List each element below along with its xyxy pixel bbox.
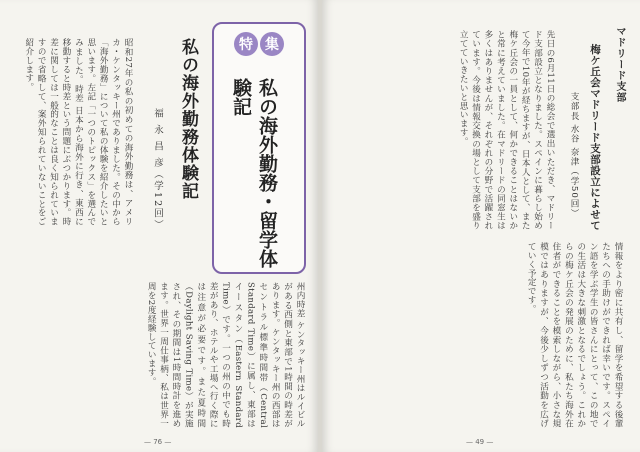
left-page bbox=[0, 0, 318, 452]
article-body-bottom-right: 情報をより密に共有し、留学を希望する後輩たちへの手助けができれば幸いです。スペイン語を学ぶ学生の皆さんにとって、この地での生活は大きな刺激となるでしょう。これからの梅ケ丘会の発展のために、私たち海外在住者ができることを模索しながら、小さな規模ではありますが、今後少しずつ活動を広げていく予定です。 bbox=[526, 242, 623, 428]
page-number-left: — 76 — bbox=[144, 438, 172, 446]
right-page bbox=[322, 0, 640, 452]
article-body-top: 昭和27年の私の初めての海外勤務は、アメリカ・ケンタッキー州でありました。その中から「海外勤務」について私の体験を紹介したいと思います。左記「一つのトピックス」を選んでみました。時差 日本から海外に行き、東西に移動すると時差という問題にぶつかります。時差に関しては一般的なことは良く知られていますので省略して、案外知られていないことをご紹介します。 bbox=[23, 38, 133, 226]
page-number-right: — 49 — bbox=[466, 438, 494, 446]
article-title: 私の海外勤務体験記 bbox=[178, 38, 198, 200]
feature-badge-toku: 特 bbox=[234, 32, 258, 56]
feature-badge-shu: 集 bbox=[260, 32, 284, 56]
author-name: 福 永 昌 彦（学12回） bbox=[152, 108, 163, 232]
article-body-top-right: 先日の6月11日の総会で選出いただき、マドリード支部設立となりました。スペインに暮らし始めて今年で10年が経ちますが、日本人として、また梅ケ丘会の一員として、何かできることはないかと常に考えていました。在マドリードの同窓生は多くはありませんが、それぞれの分野で活躍されています。今後は情報交換の場として支部を盛り立てていきたいと思います。 bbox=[458, 30, 555, 230]
article-body-bottom: 州内時差 ケンタッキー州はルイビルがある西側と東部で1時間の時差があります。ケンタッキー州の西部はセントラル標準時間帯（Central Standard Time）に属し、東部はイースタン（Eastern Standard Time）です。一つの州の中でも時差があり、ホテルや工場へ行く際には注意が必要です。また夏時間（Daylight Saving Time）が実施され、その期間は1時間時計を進めます。世界一周仕事柄、私は世界一周を2度経験しています。 bbox=[146, 282, 305, 428]
feature-box bbox=[212, 22, 306, 274]
article-heading: 梅ケ丘会マドリード支部設立によせて bbox=[589, 44, 601, 231]
section-label: マドリード支部 bbox=[614, 26, 625, 103]
feature-title: 私の海外勤務・留学体験記 bbox=[230, 78, 278, 268]
article-subheading: 支部長 水谷 奈津（学50回） bbox=[569, 92, 579, 218]
